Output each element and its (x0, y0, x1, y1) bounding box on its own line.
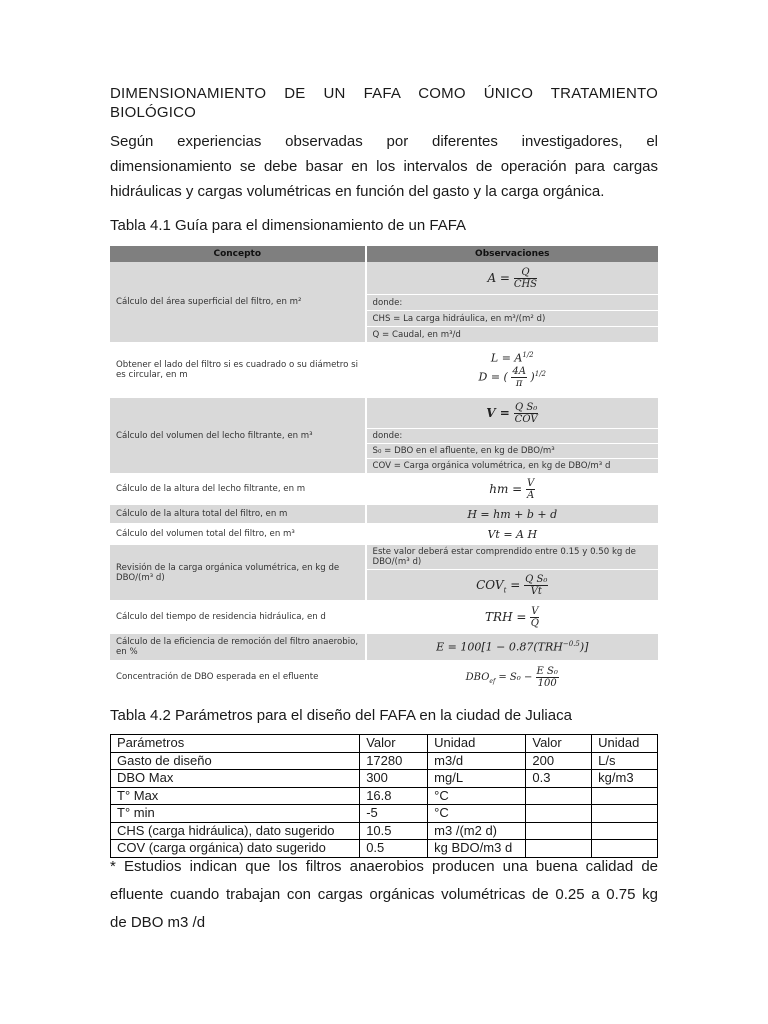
concept-altura-lecho: Cálculo de la altura del lecho filtrante, en m (110, 475, 366, 503)
intro-line-1: Según experiencias observadas por diferentes investigadores, el (110, 133, 658, 150)
footnote (110, 853, 658, 937)
concept-trh: Cálculo del tiempo de residencia hidráulica, en d (110, 602, 366, 632)
table-row (111, 805, 658, 823)
header-unidad: Unidad (428, 735, 526, 753)
cell: 16.8 (360, 787, 428, 805)
cell: 10.5 (360, 822, 428, 840)
heading-line-1: DIMENSIONAMIENTO DE UN FAFA COMO ÚNICO TRATAMIENTO (110, 85, 658, 102)
sizing-guide-table (110, 246, 658, 692)
formula-volumen: V = $\frac{\text{Q S₀}}{\text{COV}}$ (366, 398, 658, 429)
cell: kg BDO/m3 d (428, 840, 526, 858)
table1-header-concepto: Concepto (110, 246, 366, 262)
table-row (111, 752, 658, 770)
intro-line-2: dimensionamiento se debe basar en los intervalos de operación para cargas (110, 158, 658, 175)
cell: T° min (111, 805, 360, 823)
concept-lado: Obtener el lado del filtro si es cuadrado o su diámetro si es circular, en m (110, 344, 366, 396)
table-row (111, 787, 658, 805)
cell: 0.5 (360, 840, 428, 858)
section-heading (110, 84, 658, 122)
cell: Gasto de diseño (111, 752, 360, 770)
heading-line-2: BIOLÓGICO (110, 104, 196, 121)
cell: T° Max (111, 787, 360, 805)
formula-eficiencia: $E = 100[1 - 0.87(TRH^{-0.5})]$ (366, 634, 658, 660)
revision-note: Este valor deberá estar comprendido entre 0.15 y 0.50 kg de DBO/(m³ d) (366, 545, 658, 570)
footnote-line-3: de DBO m3 /d (110, 914, 206, 931)
cell: 0.3 (526, 770, 592, 788)
table-header-row (111, 735, 658, 753)
concept-altura-total: Cálculo de la altura total del filtro, en m (110, 505, 366, 523)
cell (592, 805, 658, 823)
area-chs-def: CHS = La carga hidráulica, en m³/(m² d) (366, 311, 658, 327)
concept-area: Cálculo del área superficial del filtro, en m² (110, 262, 366, 342)
cell: °C (428, 805, 526, 823)
cell: COV (carga orgánica) dato sugerido (111, 840, 360, 858)
cell: kg/m3 (592, 770, 658, 788)
cell: m3 /(m2 d) (428, 822, 526, 840)
formula-volumen-total: Vt = A H (366, 525, 658, 543)
table1-header-observaciones: Observaciones (366, 246, 658, 262)
cell (526, 787, 592, 805)
volumen-cov-def: COV = Carga orgánica volumétrica, en kg de DBO/m³ d (366, 459, 658, 474)
cell: L/s (592, 752, 658, 770)
cell (592, 787, 658, 805)
formula-revision: $COV_t$ = $\frac{\text{Q S₀}}{Vt}$ (366, 570, 658, 601)
concept-dbo: Concentración de DBO esperada en el efluente (110, 662, 366, 692)
volumen-donde: donde: (366, 429, 658, 444)
cell: °C (428, 787, 526, 805)
area-q-def: Q = Caudal, en m³/d (366, 327, 658, 343)
intro-line-3: hidráulicas y cargas volumétricas en función del gasto y la carga orgánica. (110, 183, 605, 200)
concept-eficiencia: Cálculo de la eficiencia de remoción del filtro anaerobio, en % (110, 634, 366, 660)
intro-paragraph (110, 129, 658, 204)
cell: 17280 (360, 752, 428, 770)
cell: m3/d (428, 752, 526, 770)
formula-altura-lecho: hm = $\frac{V}{A}$ (366, 475, 658, 503)
table2-caption: Tabla 4.2 Parámetros para el diseño del FAFA en la ciudad de Juliaca (110, 707, 572, 724)
header-valor-2: Valor (526, 735, 592, 753)
cell: mg/L (428, 770, 526, 788)
cell: -5 (360, 805, 428, 823)
cell: DBO Max (111, 770, 360, 788)
table1-caption: Tabla 4.1 Guía para el dimensionamiento de un FAFA (110, 217, 467, 234)
cell: 300 (360, 770, 428, 788)
formula-area: A = $\frac{Q}{\text{CHS}}$ (366, 262, 658, 295)
table-row (111, 822, 658, 840)
footnote-line-1: * Estudios indican que los filtros anaerobios producen una buena calidad de (110, 858, 658, 875)
header-valor: Valor (360, 735, 428, 753)
cell: CHS (carga hidráulica), dato sugerido (111, 822, 360, 840)
formula-altura-total: H = hm + b + d (366, 505, 658, 523)
area-donde: donde: (366, 295, 658, 311)
volumen-s0-def: S₀ = DBO en el afluente, en kg de DBO/m³ (366, 444, 658, 459)
header-parametros: Parámetros (111, 735, 360, 753)
cell (526, 822, 592, 840)
header-unidad-2: Unidad (592, 735, 658, 753)
concept-revision: Revisión de la carga orgánica volumétrica, en kg de DBO/(m³ d) (110, 545, 366, 600)
cell (592, 822, 658, 840)
cell: 200 (526, 752, 592, 770)
table-row (111, 770, 658, 788)
footnote-line-2: efluente cuando trabajan con cargas orgánicas volumétricas de 0.25 a 0.75 kg (110, 886, 658, 903)
concept-volumen: Cálculo del volumen del lecho filtrante, en m³ (110, 398, 366, 473)
formula-trh: TRH = $\frac{V}{Q}$ (366, 602, 658, 632)
formula-lado: $L = A^{1/2}$ D = ( $\frac{4A}{\pi}$ )$^{1/2}$ (366, 344, 658, 396)
concept-volumen-total: Cálculo del volumen total del filtro, en m³ (110, 525, 366, 543)
design-parameters-table (110, 734, 658, 858)
cell (526, 805, 592, 823)
formula-dbo: $DBO_{ef} = S_0$ − $\frac{\text{E S₀}}{100}$ (366, 662, 658, 692)
